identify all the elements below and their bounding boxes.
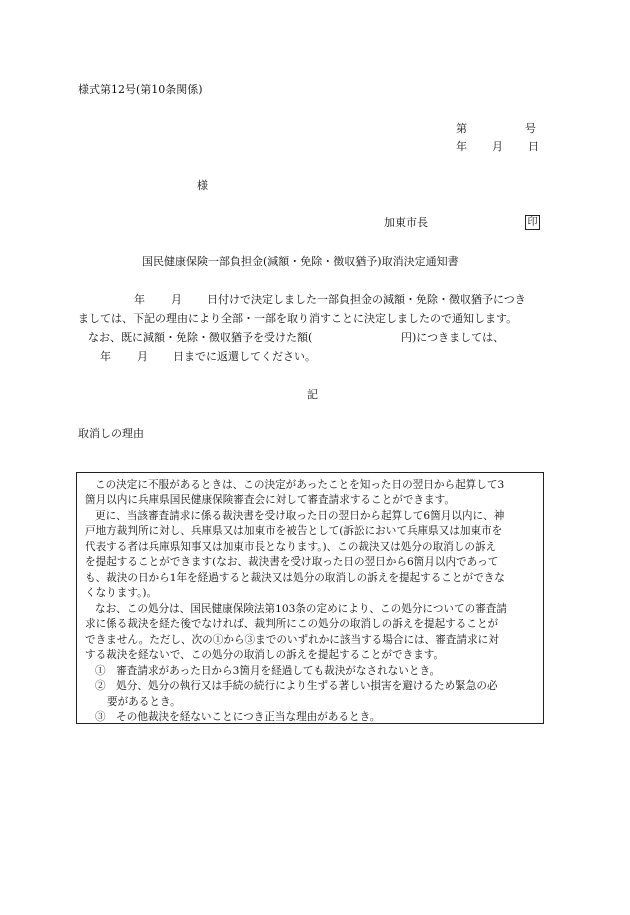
notice-line: 箇月以内に兵庫県国民健康保険審査会に対して審査請求することができます。: [85, 494, 455, 506]
notice-line: 戸地方裁判所に対し、兵庫県又は加東市を被告として(訴訟において兵庫県又は加東市を: [85, 525, 503, 537]
notice-line: 代表する者は兵庫県知事又は加東市長となります。)、この裁決又は処分の取消しの訴え: [85, 541, 497, 553]
issue-date-day: 日: [528, 140, 539, 153]
form-number: 様式第12号(第10条関係): [78, 83, 203, 96]
notice-item-2: ② 処分、処分の執行又は手続の続行により生ずる著しい損害を避けるため緊急の必: [95, 680, 498, 692]
appeal-notice-box: [76, 472, 544, 724]
return-year: 年: [100, 350, 111, 363]
body-line-3b: 円)につきましては、: [401, 331, 505, 344]
body-line-1: 日付けで決定しました一部負担金の減額・免除・徴収猶予につき: [207, 293, 526, 306]
notice-item-1: ① 審査請求があった日から3箇月を経過しても裁決がなされないとき。: [95, 665, 441, 677]
notice-line: する裁決を経ないで、この処分の取消しの訴えを提起することができます。: [85, 649, 445, 661]
notice-line: くなります。)。: [85, 587, 158, 599]
notice-line: できません。ただし、次の①から③までのいずれかに該当する場合には、審査請求に対: [85, 634, 499, 646]
document-number-suffix: 号: [525, 122, 536, 135]
reason-label: 取消しの理由: [78, 427, 144, 440]
addressee-honorific: 様: [197, 179, 208, 192]
document-number-label: 第: [456, 122, 467, 135]
document-title: 国民健康保険一部負担金(減額・免除・徴収猶予)取消決定通知書: [142, 255, 459, 268]
notice-item-2-cont: 要があるとき。: [107, 696, 181, 708]
return-month: 月: [137, 350, 148, 363]
issue-date-month: 月: [492, 140, 503, 153]
record-label: 記: [307, 388, 318, 401]
notice-line: この決定に不服があるときは、この決定があったことを知った日の翌日から起算して3: [95, 479, 505, 491]
notice-line: を提起することができます(なお、裁決書を受け取った日の翌日から6箇月以内であって: [85, 556, 499, 568]
notice-line: も、裁決の日から1年を経過すると裁決又は処分の取消しの訴えを提起することができな: [85, 572, 505, 584]
notice-line: 更に、当該審査請求に係る裁決書を受け取った日の翌日から起算して6箇月以内に、神: [95, 510, 505, 522]
body-line-4: 日までに返還してください。: [173, 350, 316, 363]
body-line-3a: なお、既に減額・免除・徴収猶予を受けた額(: [88, 331, 313, 344]
body-month: 月: [171, 293, 182, 306]
notice-item-3: ③ その他裁決を経ないことにつき正当な理由があるとき。: [95, 711, 381, 723]
body-line-2: ましては、下記の理由により全部・一部を取り消すことに決定しましたので通知します。: [78, 312, 518, 325]
body-year: 年: [134, 293, 145, 306]
sender-title: 加東市長: [384, 216, 428, 229]
notice-line: 求に係る裁決を経た後でなければ、裁判所にこの処分の取消しの訴えを提起することが: [85, 618, 499, 630]
issue-date-year: 年: [456, 140, 467, 153]
notice-line: なお、この処分は、国民健康保険法第103条の定めにより、この処分についての審査請: [95, 603, 507, 615]
seal-stamp: 印: [525, 215, 540, 230]
